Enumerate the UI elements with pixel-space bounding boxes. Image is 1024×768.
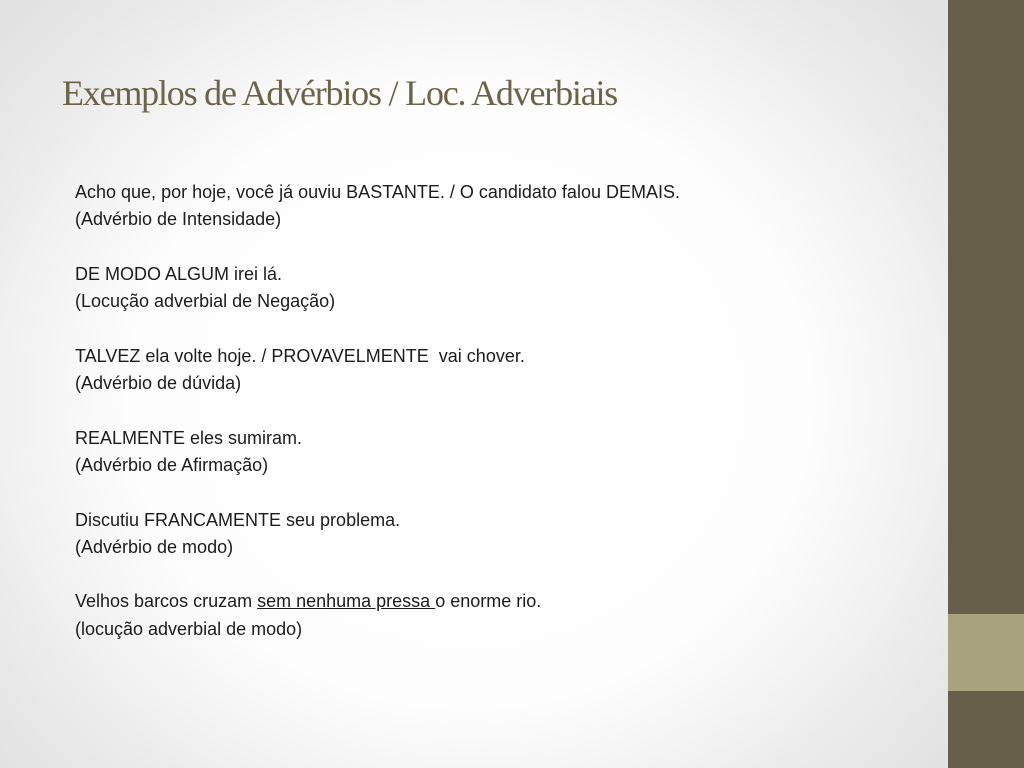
example-sentence: TALVEZ ela volte hoje. / PROVAVELMENTE vai chover.	[75, 345, 525, 366]
sidebar-accent-block	[948, 614, 1024, 691]
example-sentence: DE MODO ALGUM irei lá.	[75, 263, 283, 284]
example-duvida	[75, 343, 935, 398]
example-sentence: REALMENTE eles sumiram.	[75, 427, 303, 448]
example-sentence: Acho que, por hoje, você já ouviu BASTANTE. / O candidato falou DEMAIS.	[75, 182, 680, 202]
example-classification: (locução adverbial de modo)	[75, 618, 303, 639]
slide-body	[75, 179, 935, 643]
sentence-end: o enorme rio.	[435, 591, 542, 612]
example-classification: (Advérbio de modo)	[75, 536, 234, 557]
example-intensidade	[75, 179, 935, 234]
example-classification: (Advérbio de Afirmação)	[75, 454, 269, 475]
slide-title: Exemplos de Advérbios / Loc. Adverbiais	[62, 73, 618, 113]
example-sentence	[75, 588, 935, 615]
example-sentence: Discutiu FRANCAMENTE seu problema.	[75, 509, 401, 530]
example-modo	[75, 507, 935, 562]
example-afirmacao	[75, 425, 935, 480]
example-locucao-modo	[75, 588, 935, 643]
example-negacao	[75, 261, 935, 316]
example-classification: (Advérbio de dúvida)	[75, 373, 242, 394]
example-classification: (Advérbio de Intensidade)	[75, 209, 282, 230]
underlined-locution: sem nenhuma pressa	[257, 591, 436, 612]
example-classification: (Locução adverbial de Negação)	[75, 291, 336, 312]
sentence-start: Velhos barcos cruzam	[75, 591, 258, 612]
